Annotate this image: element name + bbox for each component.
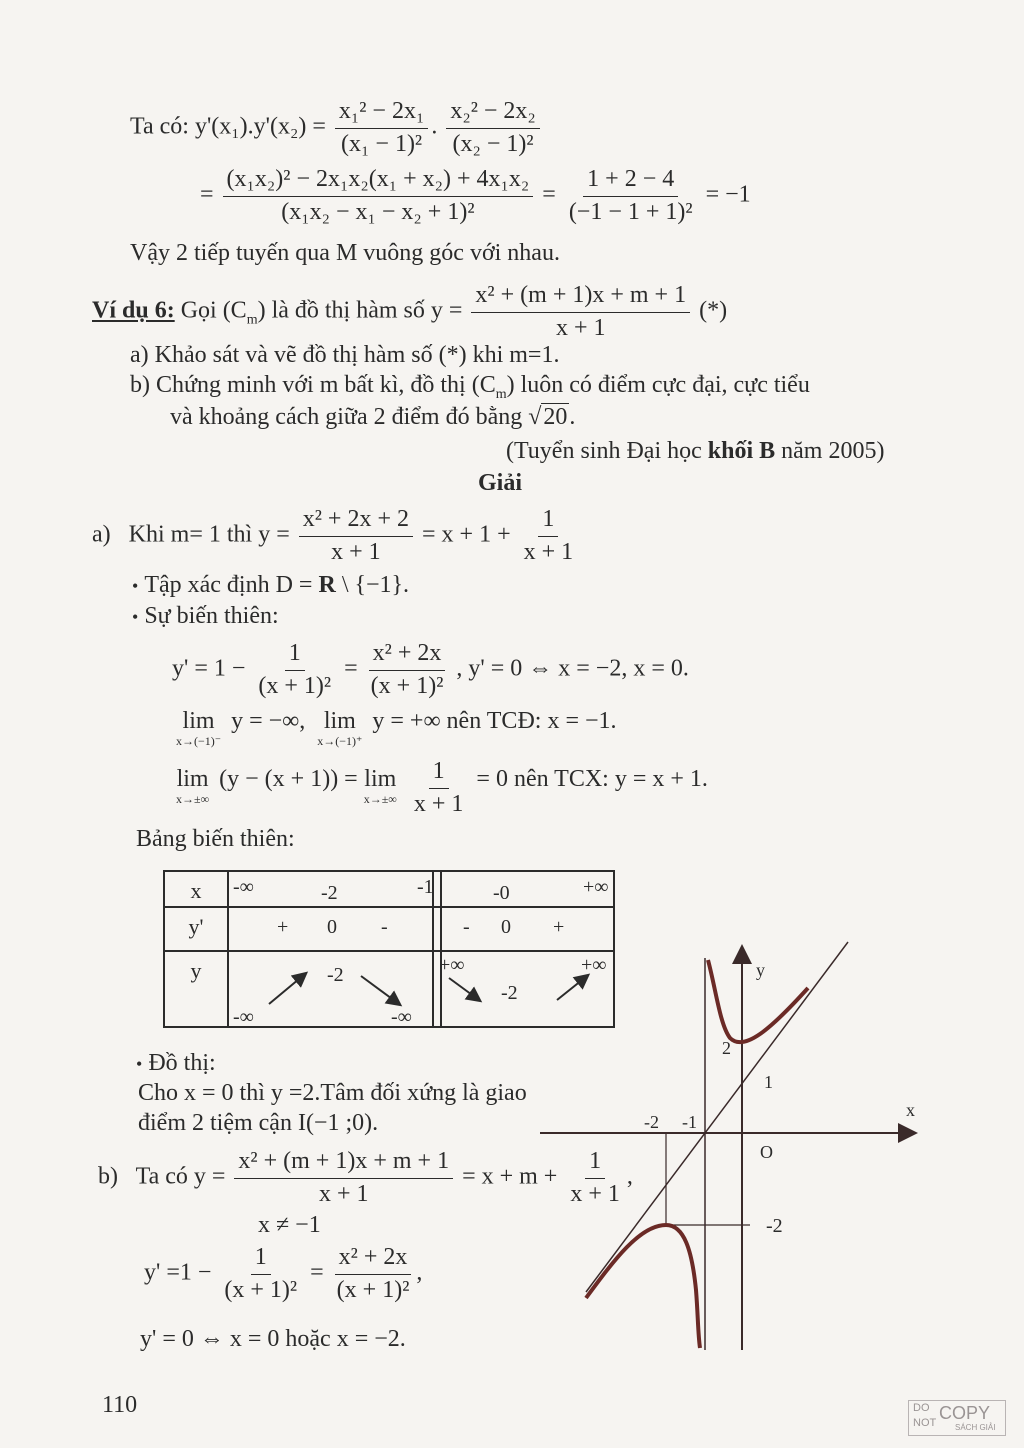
- part-b-condition: x ≠ −1: [258, 1212, 321, 1238]
- left-branch: [586, 1225, 700, 1348]
- source-note: (Tuyển sinh Đại học khối B năm 2005): [506, 438, 885, 464]
- graph-title: • Đồ thị:: [136, 1050, 216, 1076]
- limit-line-1: lim x→(−1)⁻ y = −∞, lim x→(−1)⁺ y = +∞ nên TCĐ: x = −1.: [176, 708, 617, 748]
- example-label: Ví dụ 6:: [92, 297, 175, 324]
- label-minus-2-y: -2: [766, 1215, 783, 1237]
- label-minus-1: -1: [682, 1112, 697, 1132]
- example-heading: Ví dụ 6: Gọi $(C_m)$ là đồ thị hàm số y = $\frac{\text{x² + (m + 1)x + m + 1}}{x + 1}$ (*): [92, 282, 728, 341]
- table-yp-label: y': [164, 907, 228, 951]
- label-minus-2: -2: [644, 1112, 659, 1132]
- arrow-up-1: [269, 974, 305, 1004]
- variation-line: • Sự biến thiên:: [132, 603, 279, 629]
- function-graph: [530, 930, 930, 1360]
- solution-a-line: a) Khi m= 1 thì y = $\frac{\text{x² + 2x + 2}}{x + 1}$ = x + 1 + $\frac{1}{x + 1}$: [92, 506, 580, 566]
- table-y-label: y: [164, 951, 228, 1027]
- part-a-question: a) Khảo sát và vẽ đồ thị hàm số (*) khi m=1.: [130, 342, 560, 368]
- label-x-axis: x: [906, 1100, 915, 1120]
- table-x-label: x: [164, 871, 228, 907]
- arrow-down-1: [361, 976, 399, 1004]
- page-number: 110: [102, 1392, 138, 1418]
- limit-line-2: lim x→±∞ (y − (x + 1)) = lim x→±∞ $\frac{1}{x + 1}$ = 0 nên TCX: y = x + 1.: [176, 758, 708, 817]
- solution-title: Giải: [478, 470, 523, 496]
- graph-desc-2: điểm 2 tiệm cận I(−1 ;0).: [138, 1110, 379, 1136]
- label-y-axis: y: [756, 960, 765, 980]
- proof-lhs: y'(x₁).y'(x₂) =: [194, 113, 326, 140]
- part-b-question-1: b) Chứng minh với m bất kì, đồ thị $(C_m)$ luôn có điểm cực đại, cực tiểu: [130, 372, 810, 402]
- example-fraction: $\frac{\text{x² + (m + 1)x + m + 1}}{x + 1}$: [471, 282, 690, 342]
- arrow-down-2: [449, 978, 479, 1000]
- fraction-3: $\frac{\text{(x₁x₂)² − 2x₁x₂(x₁ + x₂) + 4x₁x₂}}{\text{(x₁x₂ − x₁ − x₂ + 1)²}}$: [223, 166, 534, 226]
- copy-stamp: DO NOT COPY SÁCH GIẢI: [908, 1400, 1006, 1436]
- part-b-question-2: và khoảng cách giữa 2 điểm đó bằng √20.: [170, 404, 576, 430]
- solution-a-fraction-2: $\frac{1}{x + 1}$: [523, 506, 574, 565]
- table-title: Bảng biến thiên:: [136, 826, 295, 852]
- proof-result: = −1: [705, 181, 751, 208]
- part-b-zero: y' = 0 ⇔ x = 0 hoặc x = −2.: [140, 1326, 406, 1352]
- label-origin: O: [760, 1142, 773, 1162]
- label-1: 1: [764, 1072, 773, 1092]
- ta-co: Ta có:: [130, 113, 189, 140]
- domain-line: • Tập xác định D = R \ {−1}.: [132, 572, 410, 598]
- table-y-row: -2 -∞ -∞ +∞ -2 +∞: [228, 951, 614, 1027]
- fraction-4: $\frac{1 + 2 - 4}{\text{(−1 − 1 + 1)²}}$: [568, 166, 693, 225]
- proof-conclusion: Vậy 2 tiếp tuyến qua M vuông góc với nhau.: [130, 240, 560, 266]
- part-b-line: b) Ta có y = $\frac{\text{x² + (m + 1)x + m + 1}}{x + 1}$ = x + m + $\frac{1}{x + 1}$ ,: [98, 1148, 633, 1207]
- table-yp-row: + 0 - - 0 +: [228, 907, 614, 951]
- part-b-derivative: y' =1 − $\frac{1}{\text{(x + 1)²}}$ = $\frac{\text{x² + 2x}}{\text{(x + 1)²}}$ ,: [144, 1244, 423, 1303]
- label-2: 2: [722, 1038, 731, 1058]
- table-x-row: -∞ -2 -1 -0 +∞: [228, 871, 614, 907]
- fraction-1: $\frac{\text{x₁² − 2x₁}}{\text{(x₁ − 1)²}}$: [335, 98, 428, 158]
- derivative-line: y' = 1 − $\frac{1}{\text{(x + 1)²}}$ = $\frac{\text{x² + 2x}}{\text{(x + 1)²}}$ , y' = 0 ⇔ x = −2, x = 0.: [172, 640, 689, 699]
- solution-a-fraction: $\frac{\text{x² + 2x + 2}}{x + 1}$: [299, 506, 413, 566]
- proof-line-2: = $\frac{\text{(x₁x₂)² − 2x₁x₂(x₁ + x₂) + 4x₁x₂}}{\text{(x₁x₂ − x₁ − x₂ + 1)²}}$ = $\frac{1 + 2 - 4}{\text{(−1 − 1 + 1)²}}$ = −1: [200, 166, 751, 225]
- fraction-2: $\frac{\text{x₂² − 2x₂}}{\text{(x₂ − 1)²}}$: [446, 98, 539, 158]
- graph-desc-1: Cho x = 0 thì y =2.Tâm đối xứng là giao: [138, 1080, 527, 1106]
- proof-line-1: Ta có: y'(x₁).y'(x₂) = $\frac{\text{x₁² − 2x₁}}{\text{(x₁ − 1)²}}$ . $\frac{\text{x₂² − 2x₂}}{\text{(x₂ − 1)²}}$: [130, 98, 543, 158]
